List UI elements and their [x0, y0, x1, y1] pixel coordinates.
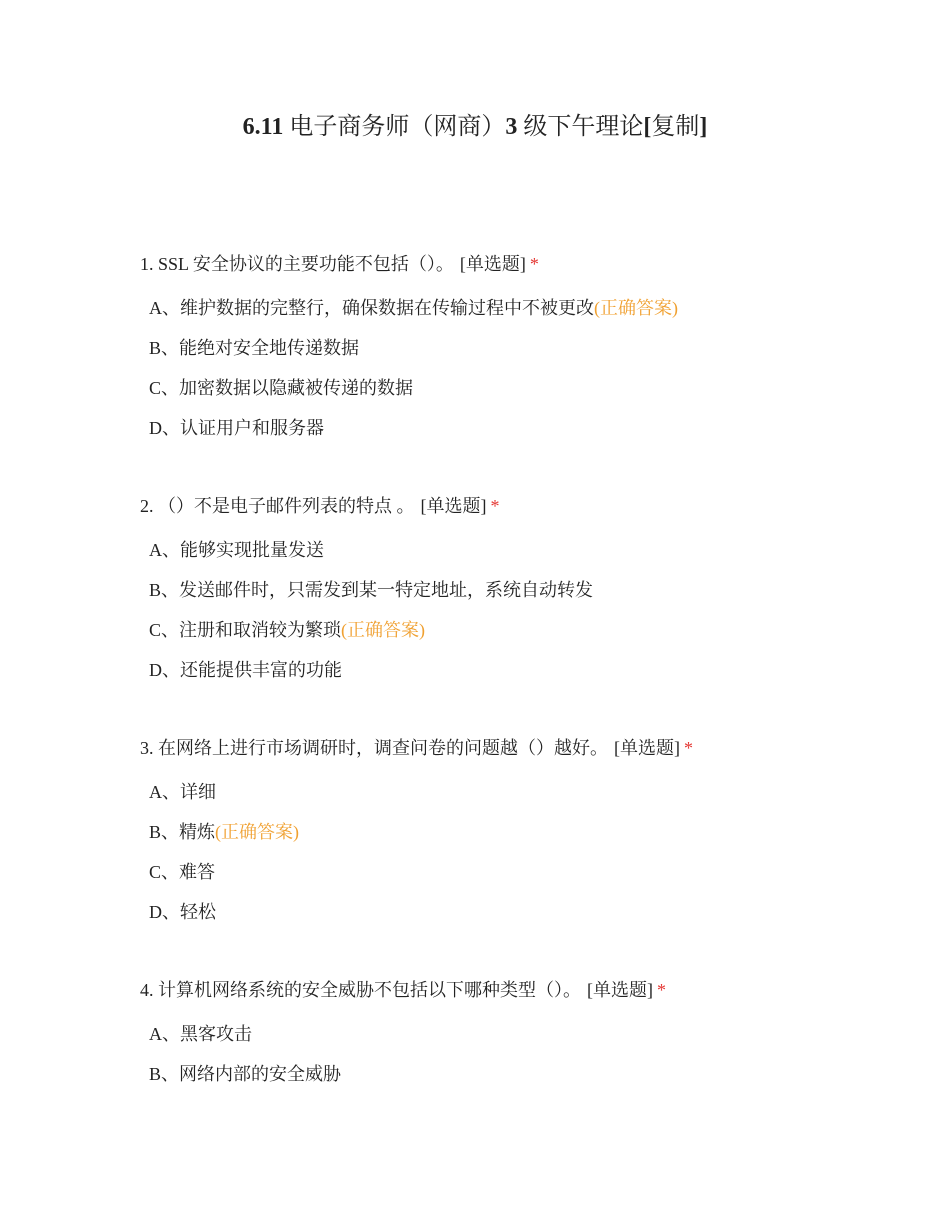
question-stem: [140, 977, 900, 1003]
option-text: C、加密数据以隐藏被传递的数据: [149, 378, 414, 398]
option-text: A、维护数据的完整行，确保数据在传输过程中不被更改: [149, 298, 594, 318]
option-list: [140, 779, 900, 939]
option-text: B、精炼: [149, 822, 216, 842]
option-a: [149, 295, 900, 335]
option-text: D、认证用户和服务器: [149, 418, 324, 438]
option-d: [149, 899, 900, 939]
correct-answer-tag: (正确答案): [215, 822, 300, 842]
option-c: [149, 617, 900, 657]
question-type: [单选题]: [614, 738, 680, 758]
option-a: [149, 1021, 900, 1061]
option-b: [149, 577, 900, 617]
option-b: [149, 1061, 900, 1101]
option-d: [149, 657, 900, 697]
option-text: A、详细: [149, 782, 216, 802]
question-type: [单选题]: [420, 496, 487, 516]
option-list: [140, 537, 900, 697]
required-marker: *: [529, 254, 539, 274]
title-number: 6.11: [242, 114, 284, 140]
option-d: [149, 415, 900, 455]
title-copy-label: 复制: [651, 114, 700, 140]
option-text: B、能绝对安全地传递数据: [149, 338, 360, 358]
option-text: C、难答: [149, 862, 216, 882]
question-text: 2. （）不是电子邮件列表的特点 。: [140, 496, 415, 516]
question-stem: [140, 493, 900, 519]
option-a: [149, 537, 900, 577]
question-stem: [140, 251, 900, 277]
question-text: 1. SSL 安全协议的主要功能不包括（）。: [140, 254, 454, 274]
option-text: D、还能提供丰富的功能: [149, 660, 342, 680]
question-type: [单选题]: [587, 980, 653, 1000]
title-bracket-open: [: [643, 114, 652, 140]
option-list: [140, 1021, 900, 1101]
title-text: 电子商务师（网商）: [283, 114, 506, 140]
option-a: [149, 779, 900, 819]
option-text: C、注册和取消较为繁琐: [149, 620, 342, 640]
title-level: 3: [505, 114, 518, 140]
option-c: [149, 859, 900, 899]
option-c: [149, 375, 900, 415]
title-bracket-close: ]: [699, 114, 708, 140]
required-marker: *: [490, 496, 500, 516]
option-b: [149, 819, 900, 859]
correct-answer-tag: (正确答案): [341, 620, 426, 640]
option-b: [149, 335, 900, 375]
option-list: [140, 295, 900, 455]
page-title: [0, 110, 950, 144]
question-type: [单选题]: [459, 254, 526, 274]
question-text: 3. 在网络上进行市场调研时，调查问卷的问题越（）越好。: [140, 738, 608, 758]
title-text-2: 级下午理论: [517, 114, 644, 140]
correct-answer-tag: (正确答案): [594, 298, 678, 318]
question-1: [140, 251, 900, 455]
option-text: A、能够实现批量发送: [149, 540, 324, 560]
option-text: B、网络内部的安全威胁: [149, 1064, 342, 1084]
option-text: A、黑客攻击: [149, 1024, 252, 1044]
question-4: [140, 977, 900, 1101]
option-text: B、发送邮件时，只需发到某一特定地址，系统自动转发: [149, 580, 594, 600]
question-stem: [140, 735, 900, 761]
required-marker: *: [684, 738, 693, 758]
question-text: 4. 计算机网络系统的安全威胁不包括以下哪种类型（）。: [140, 980, 581, 1000]
required-marker: *: [657, 980, 666, 1000]
question-2: [140, 493, 900, 697]
option-text: D、轻松: [149, 902, 216, 922]
question-3: [140, 735, 900, 939]
